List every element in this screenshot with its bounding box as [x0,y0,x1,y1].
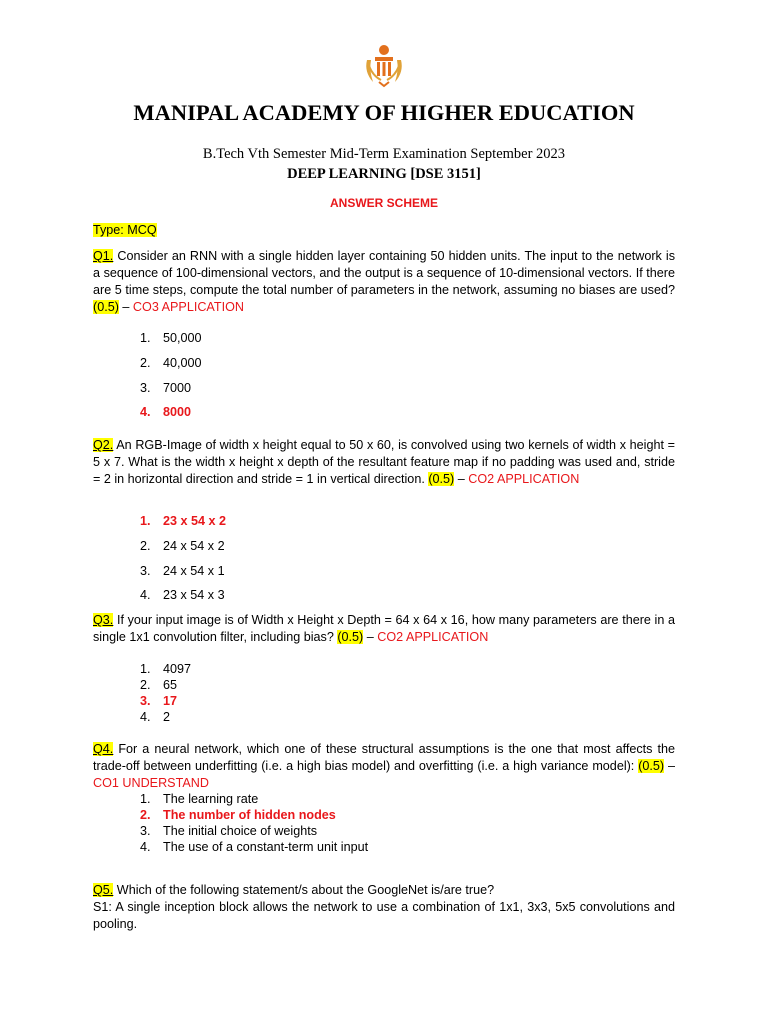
answer-scheme-label: ANSWER SCHEME [329,196,438,210]
question-4: Q4. For a neural network, which one of these structural assumptions is the one that most affects the trade-off between underfitting (i.e. a high bias model) and overfitting (i.e. a high variance model): (0.5) – CO1 UNDERSTAND [93,742,675,790]
question-text: Which of the following statement/s about the GoogleNet is/are true? [113,883,495,897]
option-1: 1. The learning rate [140,792,259,806]
question-text: For a neural network, which one of these structural assumptions is the one that most affects the trade-off between underfitting (i.e. a high bias model) and overfitting (i.e. a high variance model): [93,742,675,773]
university-emblem-icon [359,40,409,90]
type-label: Type: MCQ [93,223,157,237]
exam-subtitle: B.Tech Vth Semester Mid-Term Examination September 2023 [202,146,566,162]
option-2-correct: 2. The number of hidden nodes [140,808,336,822]
option-3: 3. The initial choice of weights [140,824,318,838]
question-number: Q5. [93,883,114,897]
question-text: An RGB-Image of width x height equal to 50 x 60, is convolved using two kernels of width x height = 5 x 7. What is the width x height x depth of the resultant feature map if no padding was used and, stride = 2 in horizontal direction and stride = 1 in vertical direction. [93,438,675,486]
marks-badge: (0.5) [428,472,455,486]
option-2: 2. 40,000 [140,356,202,370]
question-number: Q1. [93,249,114,263]
marks-badge: (0.5) [337,630,364,644]
option-2: 2. 24 x 54 x 2 [140,539,225,553]
option-3-correct: 3. 17 [140,694,178,708]
question-number: Q2. [93,438,114,452]
question-number: Q3. [93,613,114,627]
question-3: Q3. If your input image is of Width x Height x Depth = 64 x 64 x 16, how many parameters are there in a single 1x1 convolution filter, including bias? (0.5) – CO2 APPLICATION [93,613,675,644]
marks-badge: (0.5) [638,759,665,773]
option-4: 4. 2 [140,710,171,724]
marks-badge: (0.5) [93,300,119,314]
option-4: 4. The use of a constant-term unit input [140,840,369,854]
question-number: Q4. [93,742,114,756]
option-1: 1. 4097 [140,662,192,676]
option-4-correct: 4. 8000 [140,405,192,419]
course-outcome: CO1 UNDERSTAND [93,776,209,790]
question-text: If your input image is of Width x Height x Depth = 64 x 64 x 16, how many parameters are there in a single 1x1 convolution filter, including bias? [93,613,675,644]
course-outcome: CO2 APPLICATION [377,630,489,644]
question-1: Q1. Consider an RNN with a single hidden layer containing 50 hidden units. The input to the network is a sequence of 100-dimensional vectors, and the output is a sequence of 10-dimensional vectors. If there are 5 time steps, compute the total number of parameters in the network, assuming no biases are used? (0.5) – CO3 APPLICATION [93,249,675,314]
institution-title: MANIPAL ACADEMY OF HIGHER EDUCATION [133,100,635,125]
option-1: 1. 50,000 [140,331,202,345]
option-1-correct: 1. 23 x 54 x 2 [140,514,227,528]
course-title: DEEP LEARNING [DSE 3151] [287,166,481,182]
statement-s1: S1: A single inception block allows the network to use a combination of 1x1, 3x3, 5x5 convolutions and pooling. [93,900,675,931]
question-5 [93,882,675,899]
option-2: 2. 65 [140,678,178,692]
option-4: 4. 23 x 54 x 3 [140,588,225,602]
course-outcome: CO3 APPLICATION [132,300,244,314]
option-3: 3. 7000 [140,381,192,395]
option-3: 3. 24 x 54 x 1 [140,564,225,578]
question-2: Q2. An RGB-Image of width x height equal to 50 x 60, is convolved using two kernels of width x height = 5 x 7. What is the width x height x depth of the resultant feature map if no padding was used and, stride = 2 in horizontal direction and stride = 1 in vertical direction. (0.5) – CO2 APPLICATION [93,438,675,486]
question-text: Consider an RNN with a single hidden layer containing 50 hidden units. The input to the network is a sequence of 100-dimensional vectors, and the output is a sequence of 10-dimensional vectors. If there are 5 time steps, compute the total number of parameters in the network, assuming no biases are used? [93,249,675,297]
course-outcome: CO2 APPLICATION [468,472,580,486]
